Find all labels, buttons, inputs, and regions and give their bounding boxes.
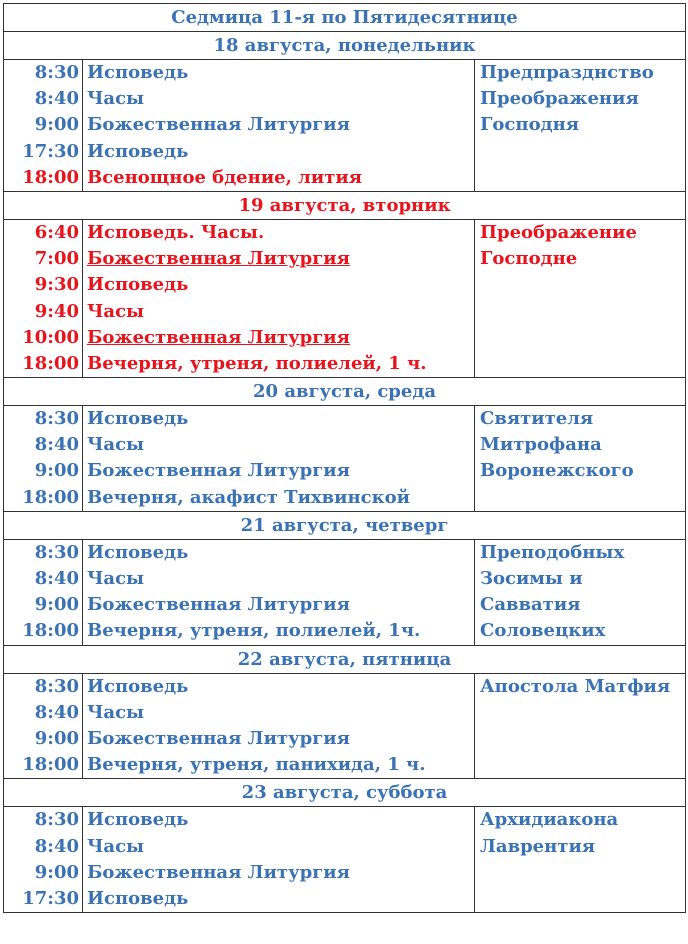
service-name [87,246,474,272]
feast-line: Зосимы и [480,568,583,589]
service-times-cell [4,673,83,779]
day-header-row [4,191,686,219]
service-times-cell [4,219,83,377]
service-name [87,834,474,860]
service-name [87,540,474,566]
service-name-text: Исповедь [87,140,189,162]
service-time: 18:00 [22,754,79,776]
service-name-text: Часы [87,835,145,857]
service-time: 8:40 [34,88,79,110]
service-time: 18:00 [22,620,79,642]
service-name [87,674,474,700]
service-name [87,351,474,377]
service-name-text: Исповедь [87,887,189,909]
day-header-row [4,378,686,406]
service-time: 8:30 [34,675,79,697]
service-name-text: Божественная Литургия [87,460,350,482]
service-name-text: Исповедь [87,541,189,563]
service-name [87,86,474,112]
service-name-text: Божественная Литургия [87,248,350,270]
week-title-row [4,4,686,32]
service-names-cell [83,807,475,913]
day-services-row [4,219,686,377]
service-time: 7:00 [34,248,79,270]
service-name [87,406,474,432]
service-time: 8:40 [34,568,79,589]
feast-line: Апостола Матфия [480,675,671,697]
service-name [87,220,474,246]
service-name-text: Часы [87,434,145,456]
service-time: 8:40 [34,434,79,456]
day-header-row [4,645,686,673]
feast-cell [475,807,686,913]
feast-cell [475,406,686,512]
service-name-text: Исповедь [87,408,189,430]
feast-cell [475,539,686,645]
day-services-row [4,60,686,192]
service-times-cell [4,406,83,512]
service-name-text: Вечерня, утреня, полиелей, 1ч. [87,620,421,642]
service-name-text: Часы [87,701,145,723]
service-time: 9:00 [34,861,79,883]
service-name-text: Вечерня, утреня, панихида, 1 ч. [87,754,426,776]
service-time: 8:30 [34,809,79,831]
service-name [87,458,474,484]
service-time: 17:30 [22,140,79,162]
service-times-cell [4,807,83,913]
service-name-text: Божественная Литургия [87,594,350,616]
service-times-cell [4,60,83,192]
service-time: 6:40 [34,221,79,243]
service-names-cell [83,60,475,192]
service-name [87,700,474,726]
service-time: 9:30 [34,274,79,296]
day-services-row [4,406,686,512]
service-name [87,752,474,778]
feast-line: Савватия [480,594,581,616]
service-name-text: Всенощное бдение, лития [87,166,362,188]
service-name-text: Божественная Литургия [87,326,350,348]
service-name-text: Исповедь [87,274,189,296]
day-header: 19 августа, вторник [4,191,686,219]
feast-line: Преображения [480,88,639,110]
service-time: 18:00 [22,166,79,188]
service-name-text: Божественная Литургия [87,727,350,749]
service-names-cell [83,406,475,512]
service-name [87,325,474,351]
feast-cell [475,219,686,377]
day-services-row [4,539,686,645]
service-names-cell [83,219,475,377]
day-header: 20 августа, среда [4,378,686,406]
service-time: 8:40 [34,835,79,857]
feast-line: Господне [480,248,578,270]
service-time: 9:40 [34,300,79,322]
service-name [87,432,474,458]
service-name-text: Исповедь. Часы. [87,221,265,243]
day-header: 21 августа, четверг [4,511,686,539]
service-name [87,299,474,325]
service-name [87,112,474,138]
service-name-text: Исповедь [87,62,189,83]
service-name-text: Часы [87,300,145,322]
feast-line: Воронежского [480,460,634,482]
service-time: 10:00 [22,326,79,348]
service-times-cell [4,539,83,645]
service-name [87,618,474,644]
day-header-row [4,779,686,807]
service-name [87,592,474,618]
day-header-row [4,32,686,60]
service-time: 8:30 [34,408,79,430]
service-time: 8:30 [34,541,79,563]
service-time: 8:30 [34,62,79,83]
service-name [87,272,474,298]
feast-line: Соловецких [480,620,606,642]
feast-line: Святителя [480,408,594,430]
service-name [87,566,474,592]
service-time: 9:00 [34,114,79,136]
service-name [87,60,474,86]
feast-line: Преподобных [480,541,625,563]
service-name [87,485,474,511]
service-name [87,726,474,752]
feast-line: Предпразднство [480,62,654,83]
day-header: 23 августа, суббота [4,779,686,807]
service-time: 17:30 [22,887,79,909]
schedule-sheet [3,3,685,913]
service-names-cell [83,673,475,779]
service-name-text: Исповедь [87,809,189,831]
week-title: Седмица 11-я по Пятидесятнице [4,4,686,32]
day-services-row [4,673,686,779]
feast-line: Господня [480,114,580,136]
service-time: 18:00 [22,486,79,508]
service-name-text: Часы [87,568,145,589]
service-time: 9:00 [34,594,79,616]
feast-line: Преображение [480,221,637,243]
service-name-text: Божественная Литургия [87,861,350,883]
service-names-cell [83,539,475,645]
service-time: 8:40 [34,701,79,723]
service-time: 9:00 [34,460,79,482]
service-name-text: Часы [87,88,145,110]
day-header: 22 августа, пятница [4,645,686,673]
feast-cell [475,60,686,192]
feast-line: Митрофана [480,434,602,456]
day-services-row [4,807,686,913]
service-time: 18:00 [22,352,79,374]
service-name-text: Вечерня, акафист Тихвинской [87,486,410,508]
service-time: 9:00 [34,727,79,749]
service-name-text: Вечерня, утреня, полиелей, 1 ч. [87,352,427,374]
service-name [87,139,474,165]
service-name-text: Божественная Литургия [87,114,350,136]
day-header: 18 августа, понедельник [4,32,686,60]
service-name [87,165,474,191]
service-name [87,860,474,886]
feast-line: Архидиакона [480,809,619,831]
feast-line: Лаврентия [480,835,596,857]
service-name-text: Исповедь [87,675,189,697]
schedule-table [3,3,686,913]
feast-cell [475,673,686,779]
service-name [87,886,474,912]
service-name [87,807,474,833]
day-header-row [4,511,686,539]
